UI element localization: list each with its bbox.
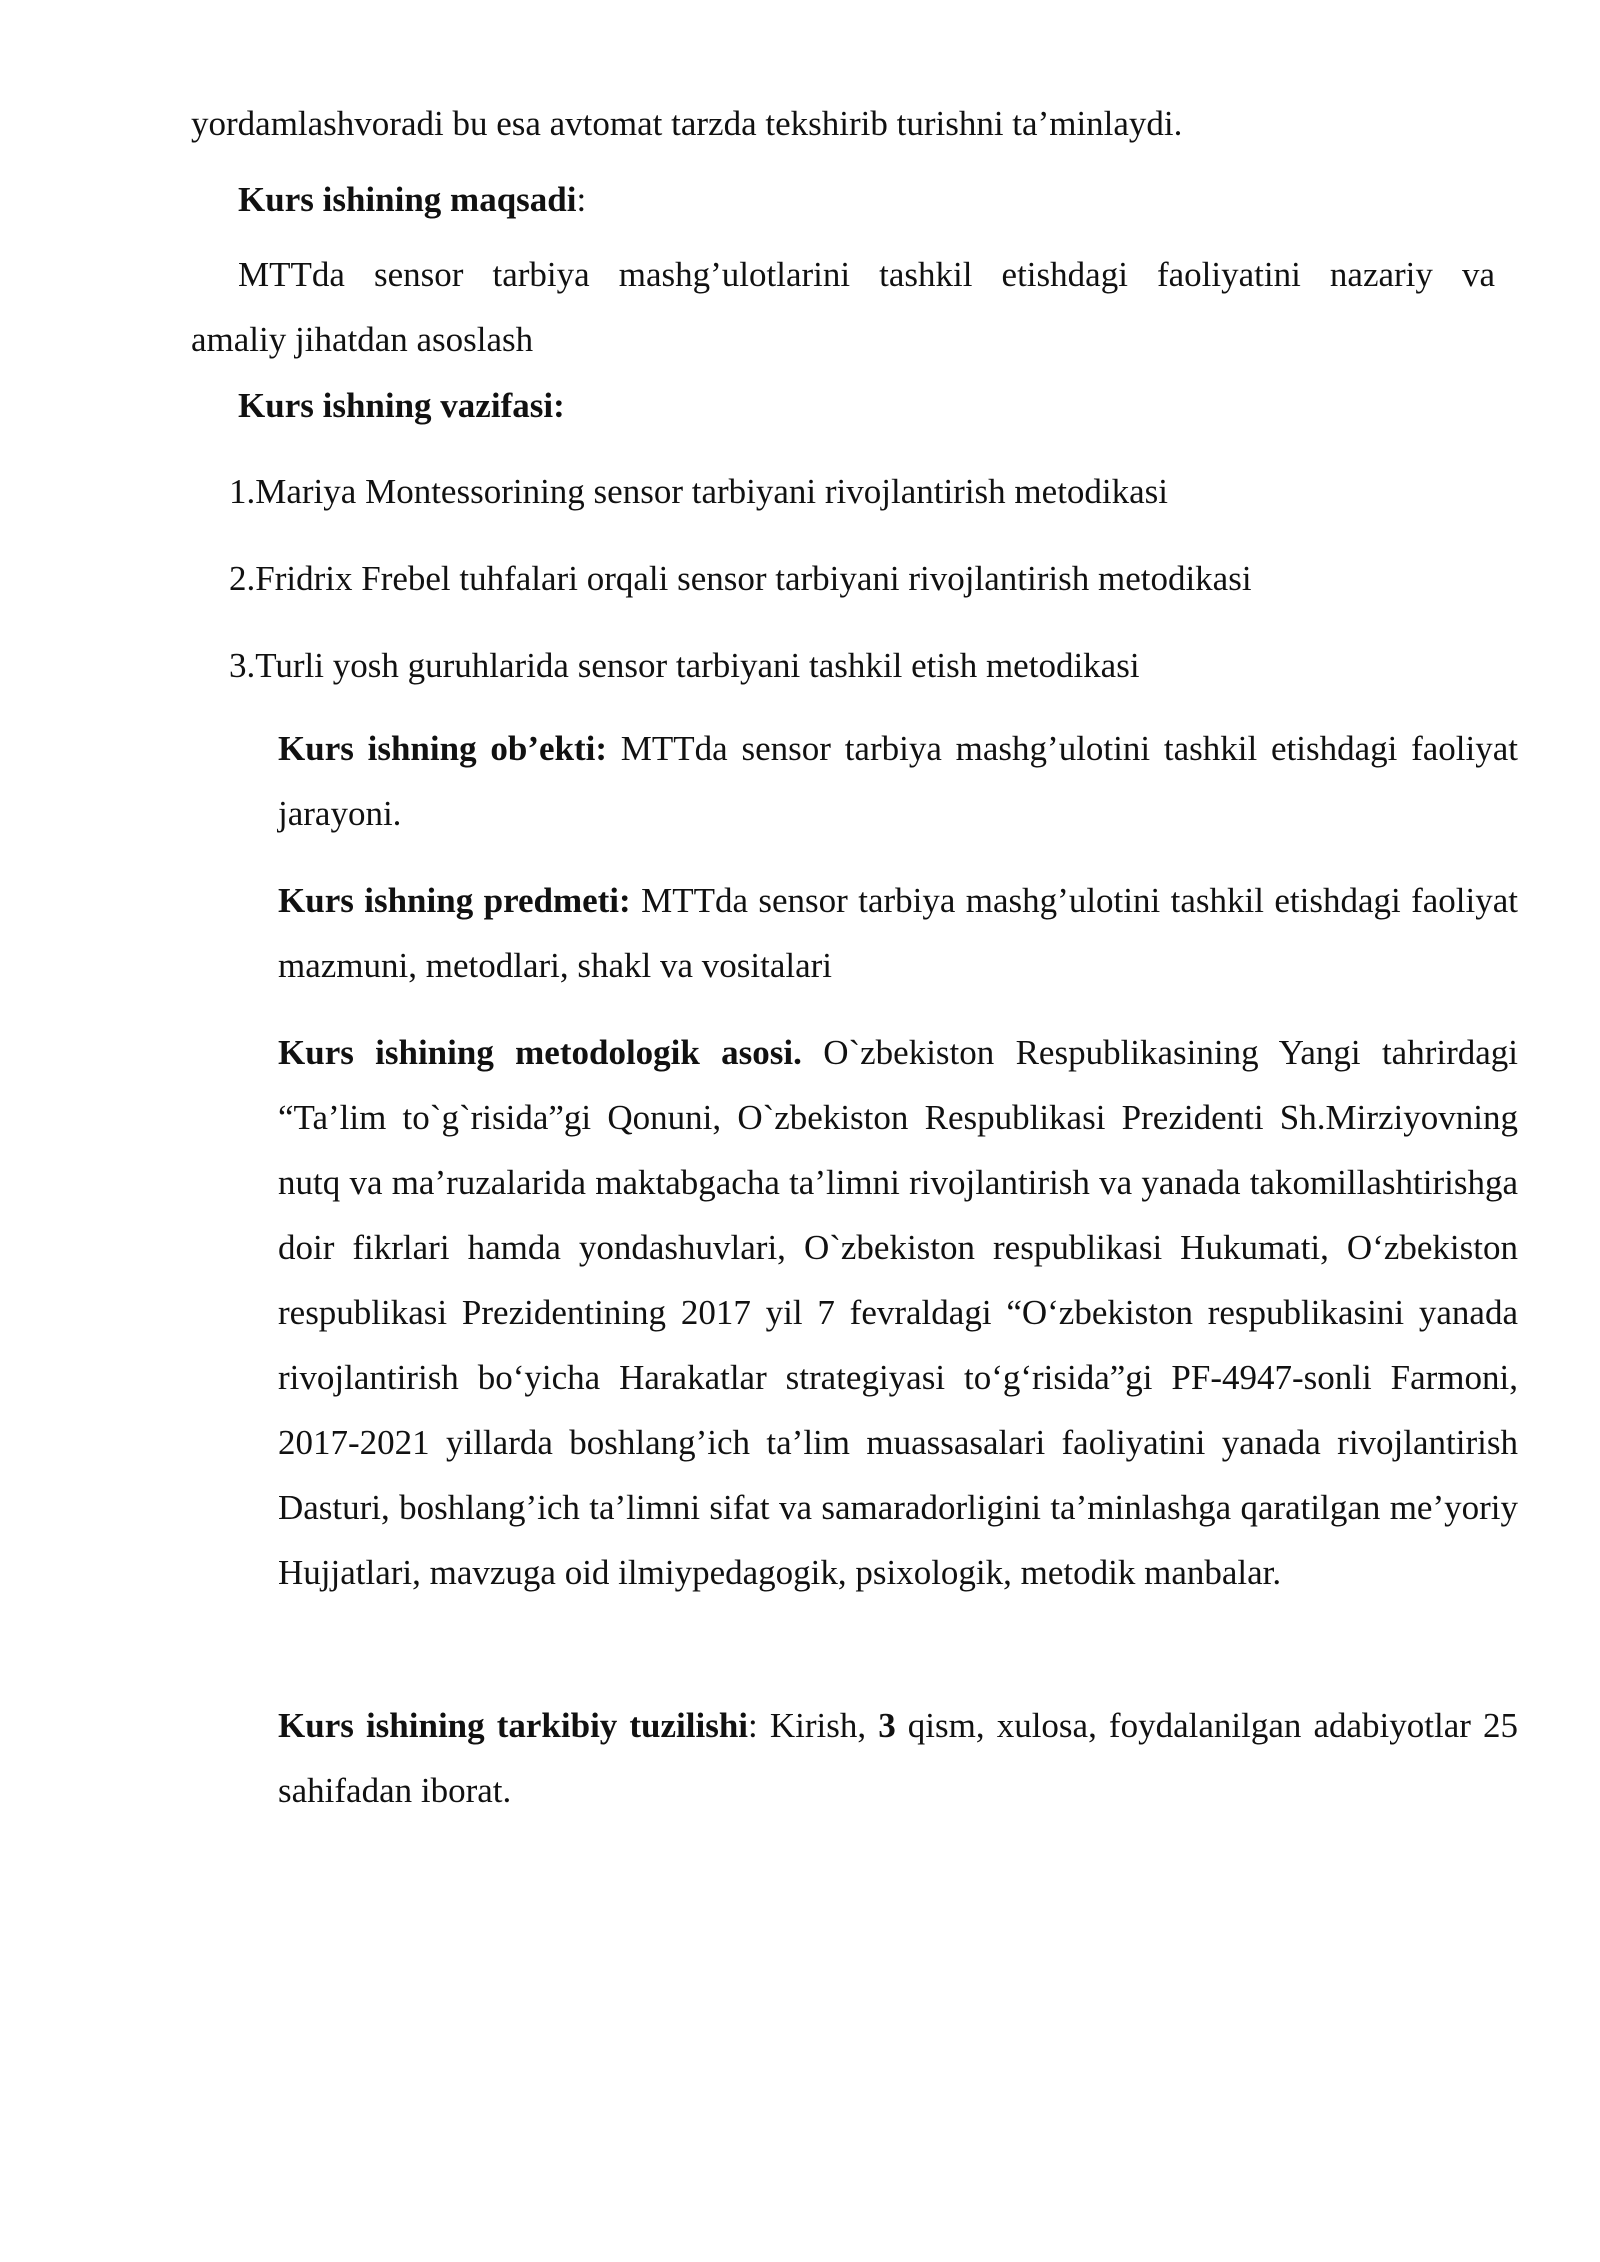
tarkib-colon: : Kirish, — [748, 1706, 879, 1745]
predmet-paragraph — [278, 868, 1518, 998]
obekt-text: MTTda sensor tarbiya mashg’ulotini tashkil etishdagi faoliyat jarayoni. — [278, 729, 1518, 833]
tarkib-number: 3 — [878, 1706, 896, 1745]
vazifa-item-2: 2.Fridrix Frebel tuhfalari orqali sensor tarbiyani rivojlantirish metodikasi — [229, 559, 1252, 598]
tarkib-text: qism, xulosa, foydalanilgan adabiyotlar 25 sahifadan iborat. — [278, 1706, 1518, 1810]
tarkib-label: Kurs ishining tarkibiy tuzilishi — [278, 1706, 749, 1745]
obekt-label: Kurs ishning ob’ekti: — [278, 729, 608, 768]
predmet-text: MTTda sensor tarbiya mashg’ulotini tashkil etishdagi faoliyat mazmuni, metodlari, shakl va vositalari — [278, 881, 1518, 985]
maqsad-heading: Kurs ishining maqsadi — [238, 180, 577, 219]
metodologik-label: Kurs ishining metodologik asosi. — [278, 1033, 802, 1072]
maqsad-text-line2: amaliy jihatdan asoslash — [191, 320, 534, 359]
vazifa-item-3: 3.Turli yosh guruhlarida sensor tarbiyani tashkil etish metodikasi — [229, 646, 1140, 685]
maqsad-heading-row — [238, 182, 586, 217]
maqsad-text-line1: MTTda sensor tarbiya mashg’ulotlarini tashkil etishdagi faoliyatini nazariy va — [238, 255, 1495, 294]
obekt-paragraph — [278, 716, 1518, 846]
maqsad-colon: : — [576, 180, 587, 219]
predmet-label: Kurs ishning predmeti: — [278, 881, 631, 920]
intro-line: yordamlashvoradi bu esa avtomat tarzda tekshirib turishni ta’minlaydi. — [191, 104, 1183, 143]
metodologik-paragraph — [278, 1020, 1518, 1605]
tarkib-paragraph — [278, 1693, 1518, 1823]
vazifa-heading: Kurs ishning vazifasi: — [238, 386, 565, 425]
metodologik-text: O`zbekiston Respublikasining Yangi tahrirdagi “Ta’lim to`g`risida”gi Qonuni, O`zbekiston Respublikasi Prezidenti Sh.Mirziyovning nutq va ma’ruzalarida maktabgacha ta’limni rivojlantirish va yanada takomillashtirishga doir fikrlari hamda yondashuvlari, O`zbekiston respublikasi Hukumati, O‘zbekiston respublikasi Prezidentining 2017 yil 7 fevraldagi “O‘zbekiston respublikasini yanada rivojlantirish bo‘yicha Harakatlar strategiyasi to‘g‘risida”gi PF-4947-sonli Farmoni, 2017-2021 yillarda boshlang’ich ta’lim muassasalari faoliyatini yanada rivojlantirish Dasturi, boshlang’ich ta’limni sifat va samaradorligini ta’minlashga qaratilgan me’yoriy Hujjatlari, mavzuga oid ilmiypedagogik, psixologik, metodik manbalar. — [278, 1033, 1519, 1592]
vazifa-item-1: 1.Mariya Montessorining sensor tarbiyani rivojlantirish metodikasi — [229, 472, 1169, 511]
